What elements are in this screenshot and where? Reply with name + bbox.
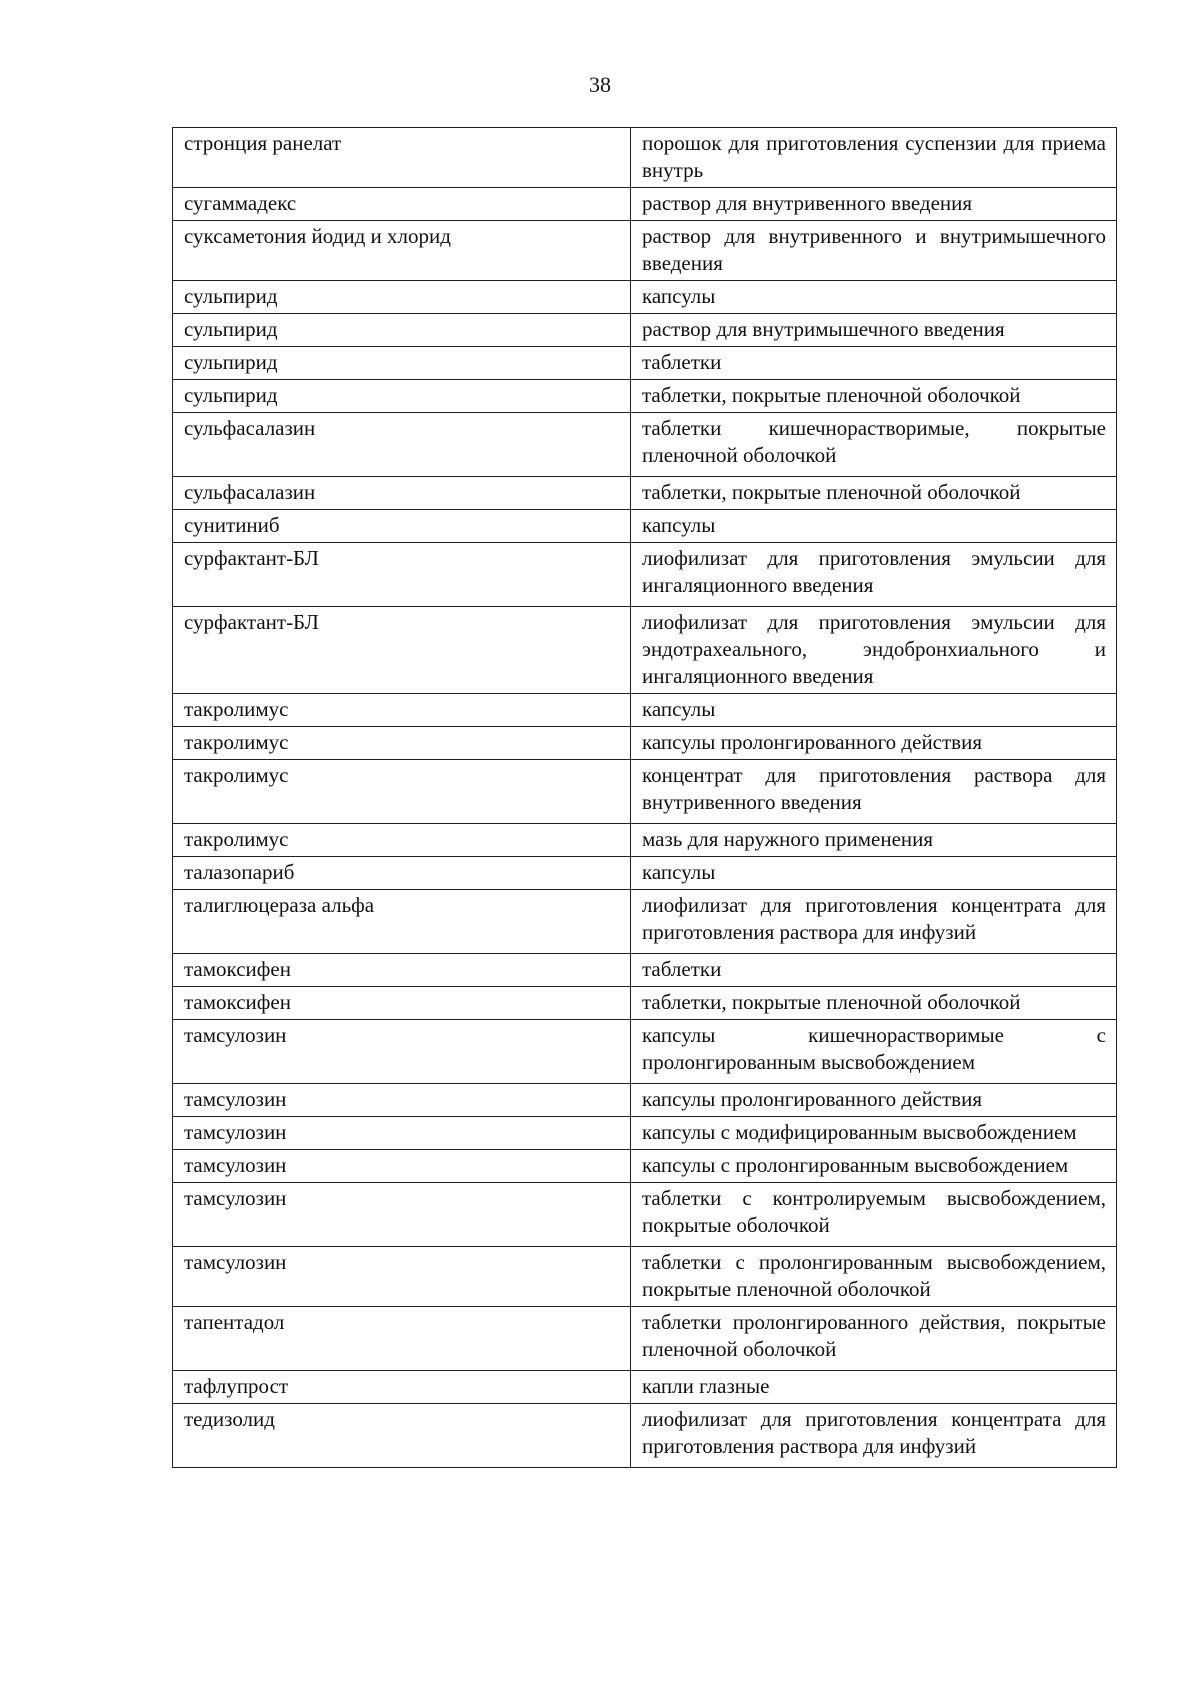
substance-cell: сульфасалазин <box>173 477 631 510</box>
table-row <box>173 607 1117 694</box>
substance-cell: тафлупрост <box>173 1371 631 1404</box>
substance-cell: тамсулозин <box>173 1183 631 1247</box>
form-cell: капсулы пролонгированного действия <box>631 727 1117 760</box>
table-row <box>173 221 1117 281</box>
substance-cell: сурфактант-БЛ <box>173 543 631 607</box>
table-row <box>173 1084 1117 1117</box>
table-row <box>173 857 1117 890</box>
table-row <box>173 727 1117 760</box>
substance-cell: тамсулозин <box>173 1247 631 1307</box>
substance-cell: тедизолид <box>173 1404 631 1468</box>
form-cell: таблетки пролонгированного действия, покрытые пленочной оболочкой <box>631 1307 1117 1371</box>
form-cell: таблетки, покрытые пленочной оболочкой <box>631 477 1117 510</box>
substance-cell: сульпирид <box>173 281 631 314</box>
substance-cell: сурфактант-БЛ <box>173 607 631 694</box>
table-row <box>173 1371 1117 1404</box>
form-cell: таблетки с пролонгированным высвобождением, покрытые пленочной оболочкой <box>631 1247 1117 1307</box>
substance-cell: суксаметония йодид и хлорид <box>173 221 631 281</box>
table-row <box>173 413 1117 477</box>
substance-cell: тамсулозин <box>173 1020 631 1084</box>
table-row <box>173 477 1117 510</box>
form-cell: капсулы пролонгированного действия <box>631 1084 1117 1117</box>
table-row <box>173 188 1117 221</box>
substance-cell: сунитиниб <box>173 510 631 543</box>
table-row <box>173 281 1117 314</box>
substance-cell: такролимус <box>173 824 631 857</box>
form-cell: капсулы <box>631 857 1117 890</box>
form-cell: раствор для внутривенного и внутримышечного введения <box>631 221 1117 281</box>
form-cell: лиофилизат для приготовления эмульсии для эндотрахеального, эндобронхиального и ингаляционного введения <box>631 607 1117 694</box>
page-number: 38 <box>589 72 611 97</box>
form-cell: раствор для внутримышечного введения <box>631 314 1117 347</box>
form-cell: капсулы с модифицированным высвобождением <box>631 1117 1117 1150</box>
substance-cell: талазопариб <box>173 857 631 890</box>
table-row <box>173 128 1117 188</box>
substance-cell: сугаммадекс <box>173 188 631 221</box>
substance-cell: сульпирид <box>173 347 631 380</box>
form-cell: капсулы кишечнорастворимые с пролонгированным высвобождением <box>631 1020 1117 1084</box>
substance-cell: такролимус <box>173 694 631 727</box>
table-row <box>173 824 1117 857</box>
substance-cell: тамоксифен <box>173 987 631 1020</box>
form-cell: лиофилизат для приготовления эмульсии для ингаляционного введения <box>631 543 1117 607</box>
table-row <box>173 987 1117 1020</box>
substance-cell: сульфасалазин <box>173 413 631 477</box>
form-cell: таблетки <box>631 347 1117 380</box>
substance-cell: тамсулозин <box>173 1150 631 1183</box>
form-cell: капли глазные <box>631 1371 1117 1404</box>
table-row <box>173 543 1117 607</box>
form-cell: лиофилизат для приготовления концентрата для приготовления раствора для инфузий <box>631 1404 1117 1468</box>
form-cell: капсулы с пролонгированным высвобождением <box>631 1150 1117 1183</box>
form-cell: таблетки кишечнорастворимые, покрытые пленочной оболочкой <box>631 413 1117 477</box>
form-cell: таблетки <box>631 954 1117 987</box>
table-row <box>173 314 1117 347</box>
form-cell: лиофилизат для приготовления концентрата для приготовления раствора для инфузий <box>631 890 1117 954</box>
table-row <box>173 380 1117 413</box>
substance-cell: сульпирид <box>173 380 631 413</box>
table-row <box>173 1247 1117 1307</box>
substance-cell: талиглюцераза альфа <box>173 890 631 954</box>
table-row <box>173 347 1117 380</box>
form-cell: раствор для внутривенного введения <box>631 188 1117 221</box>
table-row <box>173 760 1117 824</box>
form-cell: капсулы <box>631 510 1117 543</box>
form-cell: таблетки с контролируемым высвобождением, покрытые оболочкой <box>631 1183 1117 1247</box>
substance-cell: такролимус <box>173 760 631 824</box>
form-cell: капсулы <box>631 281 1117 314</box>
substance-cell: такролимус <box>173 727 631 760</box>
form-cell: концентрат для приготовления раствора для внутривенного введения <box>631 760 1117 824</box>
substance-cell: тамсулозин <box>173 1084 631 1117</box>
substance-cell: сульпирид <box>173 314 631 347</box>
table-row <box>173 890 1117 954</box>
table-row <box>173 694 1117 727</box>
table-row <box>173 1117 1117 1150</box>
table-row <box>173 1307 1117 1371</box>
form-cell: порошок для приготовления суспензии для приема внутрь <box>631 128 1117 188</box>
drug-table <box>172 127 1117 1468</box>
table-row <box>173 954 1117 987</box>
table-row <box>173 1150 1117 1183</box>
form-cell: капсулы <box>631 694 1117 727</box>
table-row <box>173 1020 1117 1084</box>
table-row <box>173 1404 1117 1468</box>
substance-cell: тамсулозин <box>173 1117 631 1150</box>
substance-cell: тамоксифен <box>173 954 631 987</box>
form-cell: таблетки, покрытые пленочной оболочкой <box>631 987 1117 1020</box>
table-row <box>173 510 1117 543</box>
substance-cell: тапентадол <box>173 1307 631 1371</box>
substance-cell: стронция ранелат <box>173 128 631 188</box>
form-cell: мазь для наружного применения <box>631 824 1117 857</box>
form-cell: таблетки, покрытые пленочной оболочкой <box>631 380 1117 413</box>
table-row <box>173 1183 1117 1247</box>
